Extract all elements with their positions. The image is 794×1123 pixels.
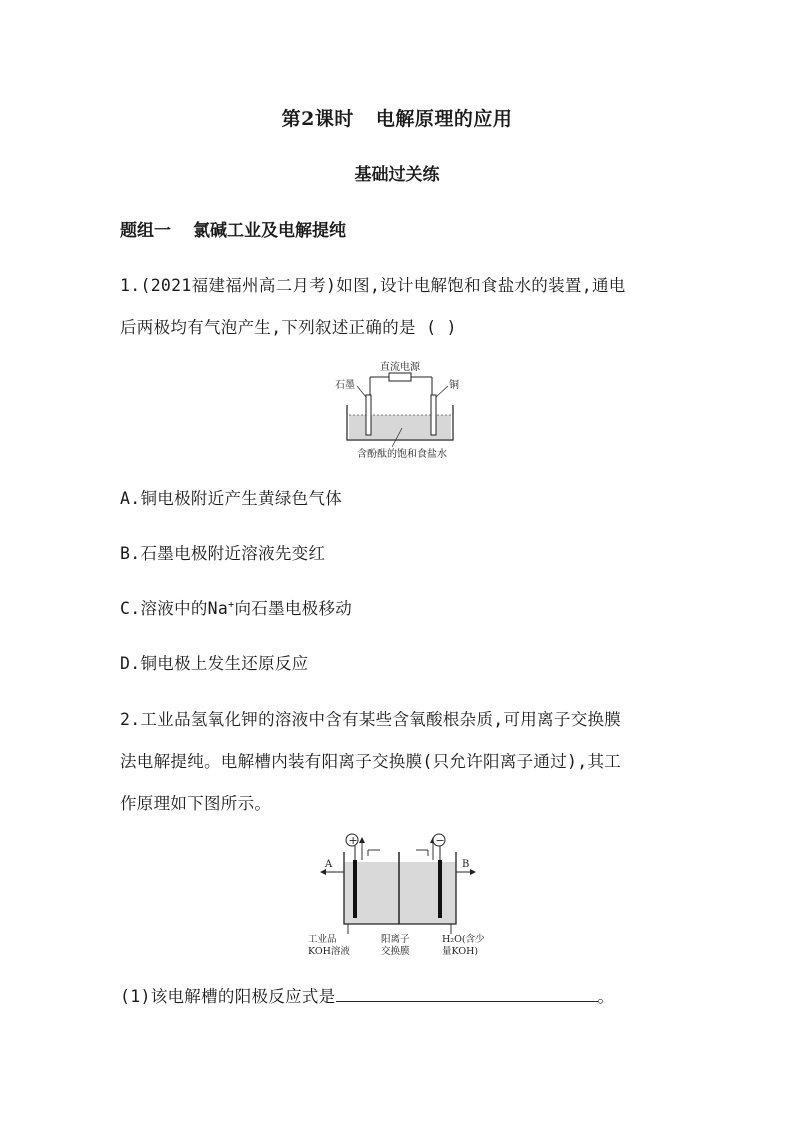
anode — [353, 860, 357, 918]
right-inlet-label-1: H₂O(含少 — [442, 934, 485, 945]
power-source-symbol — [389, 373, 411, 381]
q1-option-c-text: C.溶液中的Na — [120, 599, 229, 618]
q2-stem-line-1: 2.工业品氢氧化钾的溶液中含有某些含氧酸根杂质,可用离子交换膜 — [120, 710, 622, 729]
minus-sign: − — [435, 834, 445, 847]
graphite-electrode — [366, 395, 371, 435]
q1-option-c — [120, 595, 352, 619]
q2-sub1-end: 。 — [597, 987, 615, 1006]
membrane-label-1: 阳离子 — [381, 934, 410, 945]
lesson-title — [0, 104, 794, 131]
lesson-number: 第2课时 — [281, 108, 354, 130]
outlet-b-label: B — [462, 859, 470, 870]
outlet-a-label: A — [325, 859, 333, 870]
lesson-topic: 电解原理的应用 — [375, 108, 513, 130]
left-inlet-label-1: 工业品 — [308, 934, 337, 945]
solution-label: 含酚酞的饱和食盐水 — [357, 449, 447, 460]
ion-exchange-cell-figure — [308, 830, 508, 962]
section-title: 基础过关练 — [354, 165, 440, 185]
group-number: 题组一 — [120, 221, 171, 241]
charge-superscript: + — [228, 599, 235, 611]
q2-sub1-text: (1)该电解槽的阳极反应式是 — [120, 987, 336, 1006]
q2-sub1 — [120, 983, 614, 1007]
answer-blank[interactable] — [336, 983, 598, 1002]
question-group-heading — [120, 216, 346, 241]
cathode — [438, 860, 442, 918]
q1-stem-line-2: 后两极均有气泡产生,下列叙述正确的是 ( ) — [120, 318, 457, 337]
copper-electrode — [431, 395, 436, 435]
left-inlet-label-2: KOH溶液 — [308, 946, 350, 957]
copper-label: 铜 — [449, 380, 459, 391]
q1-option-a: A.铜电极附近产生黄绿色气体 — [120, 489, 343, 508]
group-topic: 氯碱工业及电解提纯 — [193, 221, 346, 241]
q1-stem-line-1: 1.(2021福建福州高二月考)如图,设计电解饱和食盐水的装置,通电 — [120, 276, 626, 295]
membrane-label-2: 交换膜 — [381, 946, 410, 957]
q2-stem-line-2: 法电解提纯。电解槽内装有阳离子交换膜(只允许阳离子通过),其工 — [120, 752, 622, 771]
q1-option-d: D.铜电极上发生还原反应 — [120, 654, 309, 673]
q1-option-b: B.石墨电极附近溶液先变红 — [120, 544, 326, 563]
right-inlet-label-2: 量KOH) — [442, 946, 479, 957]
electrolysis-cell-figure — [330, 355, 470, 465]
graphite-label: 石墨 — [335, 380, 355, 391]
q1-option-c-rest: 向石墨电极移动 — [234, 599, 353, 618]
plus-sign: + — [348, 834, 358, 847]
power-source-label: 直流电源 — [380, 362, 420, 373]
q2-stem-line-3: 作原理如下图所示。 — [120, 794, 272, 813]
